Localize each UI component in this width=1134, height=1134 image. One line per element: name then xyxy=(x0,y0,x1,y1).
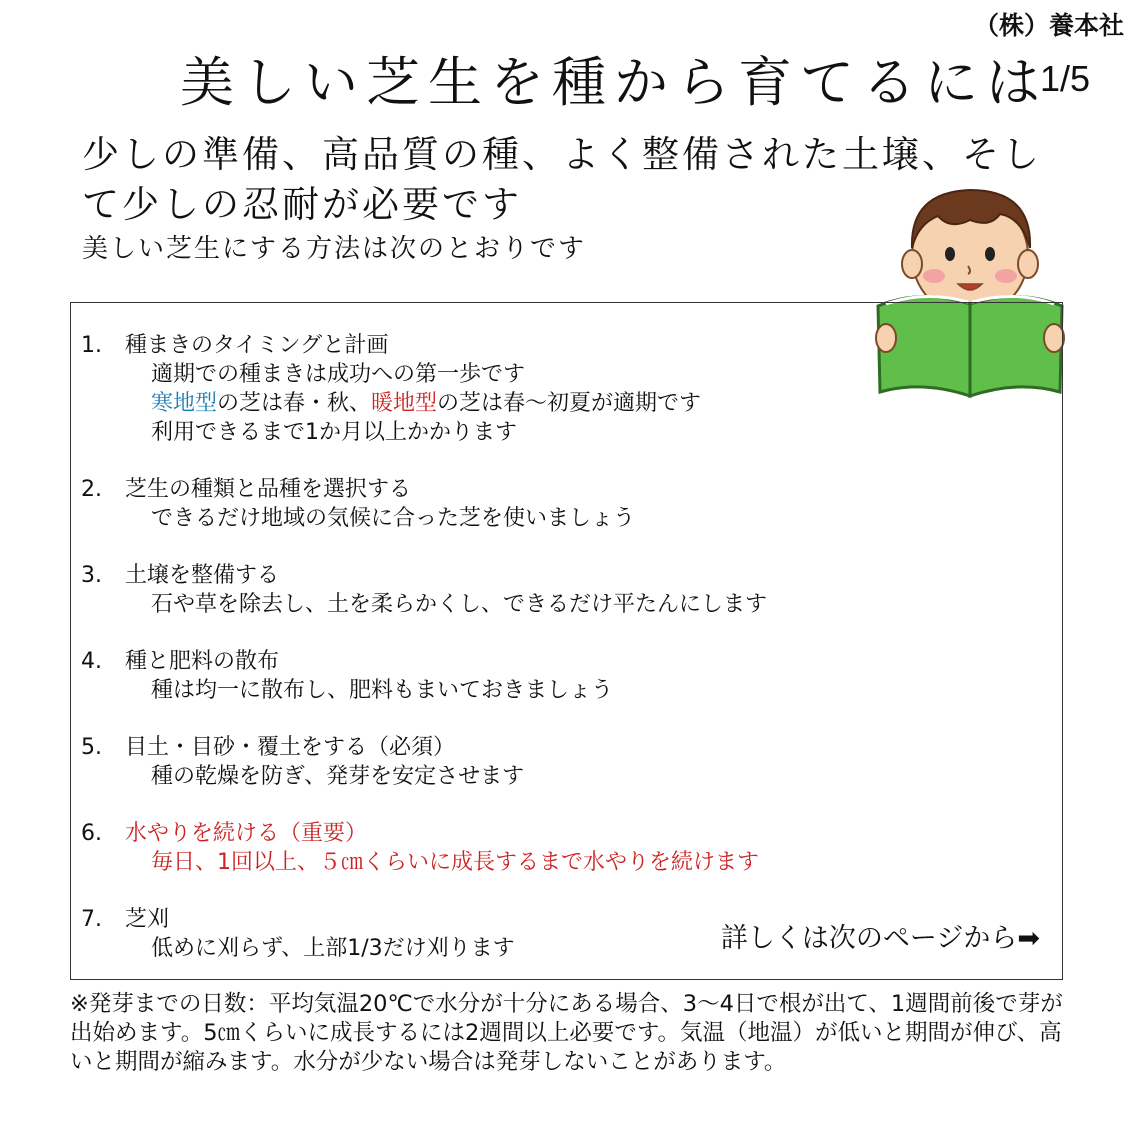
step-detail: 種は均一に散布し、肥料もまいておきましょう xyxy=(151,678,614,703)
step-number: 2. xyxy=(81,477,102,502)
step-detail: 低めに刈らず、上部1/3だけ刈ります xyxy=(151,936,515,961)
step-detail-types xyxy=(81,389,1041,418)
step-6 xyxy=(81,819,1041,877)
step-number: 6. xyxy=(81,821,102,846)
step-5 xyxy=(81,733,1041,791)
lead-text: 少しの準備、高品質の種、よく整備された土壌、そして少しの忍耐が必要です xyxy=(82,133,1042,226)
step-detail: 石や草を除去し、土を柔らかくし、できるだけ平たんにします xyxy=(151,592,768,617)
warm-type-label: 暖地型 xyxy=(371,391,438,416)
step-detail: 種の乾燥を防ぎ、発芽を安定させます xyxy=(151,764,525,789)
step-detail-text: の芝は春～初夏が適期です xyxy=(437,391,702,416)
step-detail-text: の芝は春・秋、 xyxy=(217,391,372,416)
step-title-important: 水やりを続ける（重要） xyxy=(125,821,368,846)
step-3 xyxy=(81,561,1041,619)
footnote: ※発芽までの日数：平均気温20℃で水分が十分にある場合、3～4日で根が出て、1週間前後で芽が出始めます。5㎝くらいに成長するには2週間以上必要です。気温（地温）が低いと期間が伸び、高いと期間が縮みます。水分が少ない場合は発芽しないことがあります。 xyxy=(70,991,1063,1075)
step-number: 5. xyxy=(81,735,102,760)
step-detail: 適期での種まきは成功への第一歩です xyxy=(151,362,526,387)
step-number: 7. xyxy=(81,907,102,932)
step-2 xyxy=(81,475,1041,533)
step-title: 種と肥料の散布 xyxy=(125,649,280,674)
steps-list xyxy=(81,331,1041,991)
step-4 xyxy=(81,647,1041,705)
next-page-link[interactable]: 詳しくは次のページから➡ xyxy=(720,923,1040,954)
step-title: 芝刈 xyxy=(125,907,170,932)
step-title: 種まきのタイミングと計画 xyxy=(125,333,389,358)
step-number: 3. xyxy=(81,563,102,588)
step-detail: 利用できるまで1か月以上かかります xyxy=(151,420,517,445)
cold-type-label: 寒地型 xyxy=(151,391,218,416)
steps-box xyxy=(70,302,1063,980)
step-title: 目土・目砂・覆土をする（必須） xyxy=(125,735,456,760)
step-title: 土壌を整備する xyxy=(125,563,280,588)
step-detail: できるだけ地域の気候に合った芝を使いましょう xyxy=(151,506,636,531)
step-title: 芝生の種類と品種を選択する xyxy=(125,477,412,502)
page-title: 美しい芝生を種から育てるには xyxy=(180,51,1048,114)
step-number: 1. xyxy=(81,333,102,358)
subheading: 美しい芝生にする方法は次のとおりです xyxy=(82,234,587,264)
page-indicator: 1/5 xyxy=(1039,58,1090,99)
company-name: （株）養本社 xyxy=(973,11,1124,40)
step-number: 4. xyxy=(81,649,102,674)
step-detail-important: 毎日、1回以上、５㎝くらいに成長するまで水やりを続けます xyxy=(151,850,759,875)
step-1 xyxy=(81,331,1041,447)
